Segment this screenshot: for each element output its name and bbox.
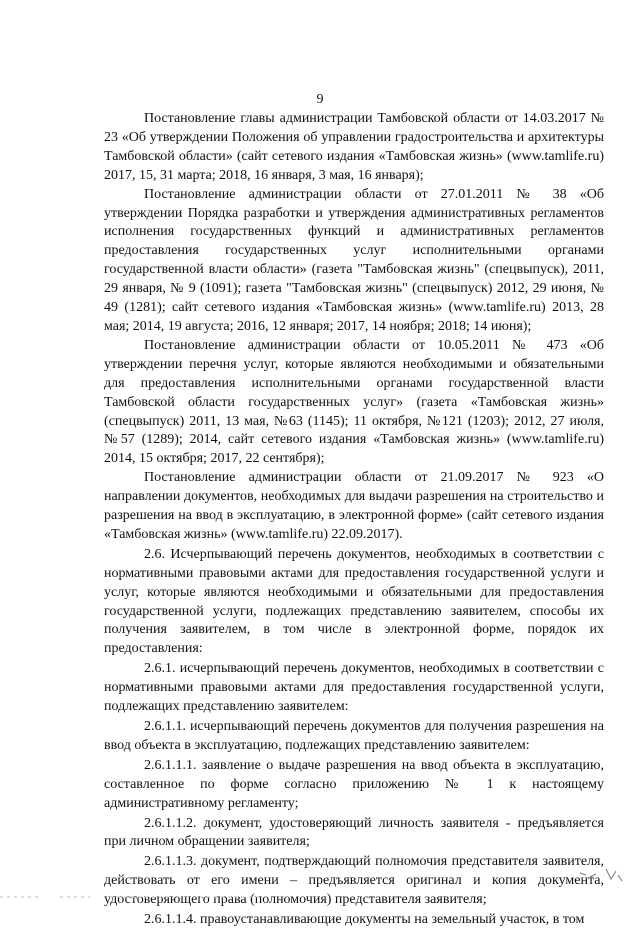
paragraph-2-6-1-1-4: 2.6.1.1.4. правоустанавливающие документы на земельный участок, в том (144, 912, 585, 928)
scan-bottom-edge (0, 895, 640, 899)
page-number: 9 (316, 92, 324, 107)
scan-artifact-mark (576, 865, 626, 885)
paragraph-2-6-1-1-1: 2.6.1.1.1. заявление о выдаче разрешения на ввод объекта в эксплуатацию, составленное по форме согласно приложению № 1 к настоящему административному регламенту; (104, 757, 604, 811)
paragraph-decree-10-05-2011: Постановление администрации области от 10.05.2011 № 473 «Об утверждении перечня услуг, которые являются необходимыми и обязательными для предоставления исполнительными органами государственной власти Тамбовской области государственных услуг» (газета «Тамбовская жизнь» (спецвыпуск) 2011, 13 мая, №63 (1145); 11 октября, №121 (1203); 2012, 27 июля, №57 (1289); 2014, сайт сетевого издания «Тамбовская жизнь» (www.tamlife.ru) 2014, 15 октября; 2017, 22 сентября); (104, 337, 604, 467)
paragraph-decree-14-03-2017: Постановление главы администрации Тамбовской области от 14.03.2017 № 23 «Об утверждении Положения об управлении градостроительства и архитектуры Тамбовской области» (сайт сетевого издания «Тамбовская жизнь» (www.tamlife.ru) 2017, 15, 31 марта; 2018, 16 января, 3 мая, 16 января); (104, 111, 604, 183)
paragraph-decree-21-09-2017: Постановление администрации области от 21.09.2017 № 923 «О направлении документов, необходимых для выдачи разрешения на строительство и разрешения на ввод в эксплуатацию, в электронной форме» (сайт сетевого издания «Тамбовская жизнь» (www.tamlife.ru) 22.09.2017). (104, 470, 604, 542)
paragraph-2-6-1-1-3: 2.6.1.1.3. документ, подтверждающий полномочия представителя заявителя, действовать от его имени – предъявляется оригинал и копия документа, удостоверяющего права (полномочия) представителя заявителя; (104, 854, 604, 908)
paragraph-2-6: 2.6. Исчерпывающий перечень документов, необходимых в соответствии с нормативными правовыми актами для предоставления государственной услуги и услуг, которые являются необходимыми и обязательными для предоставления государственной услуги, подлежащих представлению заявителем, способы их получения заявителем, в том числе в электронной форме, порядок их предоставления: (104, 546, 604, 657)
paragraph-2-6-1-1: 2.6.1.1. исчерпывающий перечень документов для получения разрешения на ввод объекта в эксплуатацию, подлежащих представлению заявителем: (104, 719, 604, 753)
paragraph-decree-27-01-2011: Постановление администрации области от 27.01.2011 № 38 «Об утверждении Порядка разработки и утверждения административных регламентов исполнения государственных функций и административных регламентов предоставления государственных услуг исполнительными органами государственной власти области» (газета "Тамбовская жизнь" (спецвыпуск), 2011, 29 января, № 9 (1091); газета "Тамбовская жизнь" (спецвыпуск) 2012, 29 июня, № 49 (1281); сайт сетевого издания «Тамбовская жизнь» (www.tamlife.ru) 2013, 28 мая; 2014, 19 августа; 2016, 12 января; 2017, 14 ноября; 2018; 14 июня); (104, 186, 604, 334)
paragraph-2-6-1: 2.6.1. исчерпывающий перечень документов, необходимых в соответствии с нормативными правовыми актами для предоставления государственной услуги, подлежащих представлению заявителем: (104, 661, 604, 715)
paragraph-2-6-1-1-2: 2.6.1.1.2. документ, удостоверяющий личность заявителя - предъявляется при личном обращении заявителя; (104, 815, 604, 850)
document-body (104, 110, 604, 930)
